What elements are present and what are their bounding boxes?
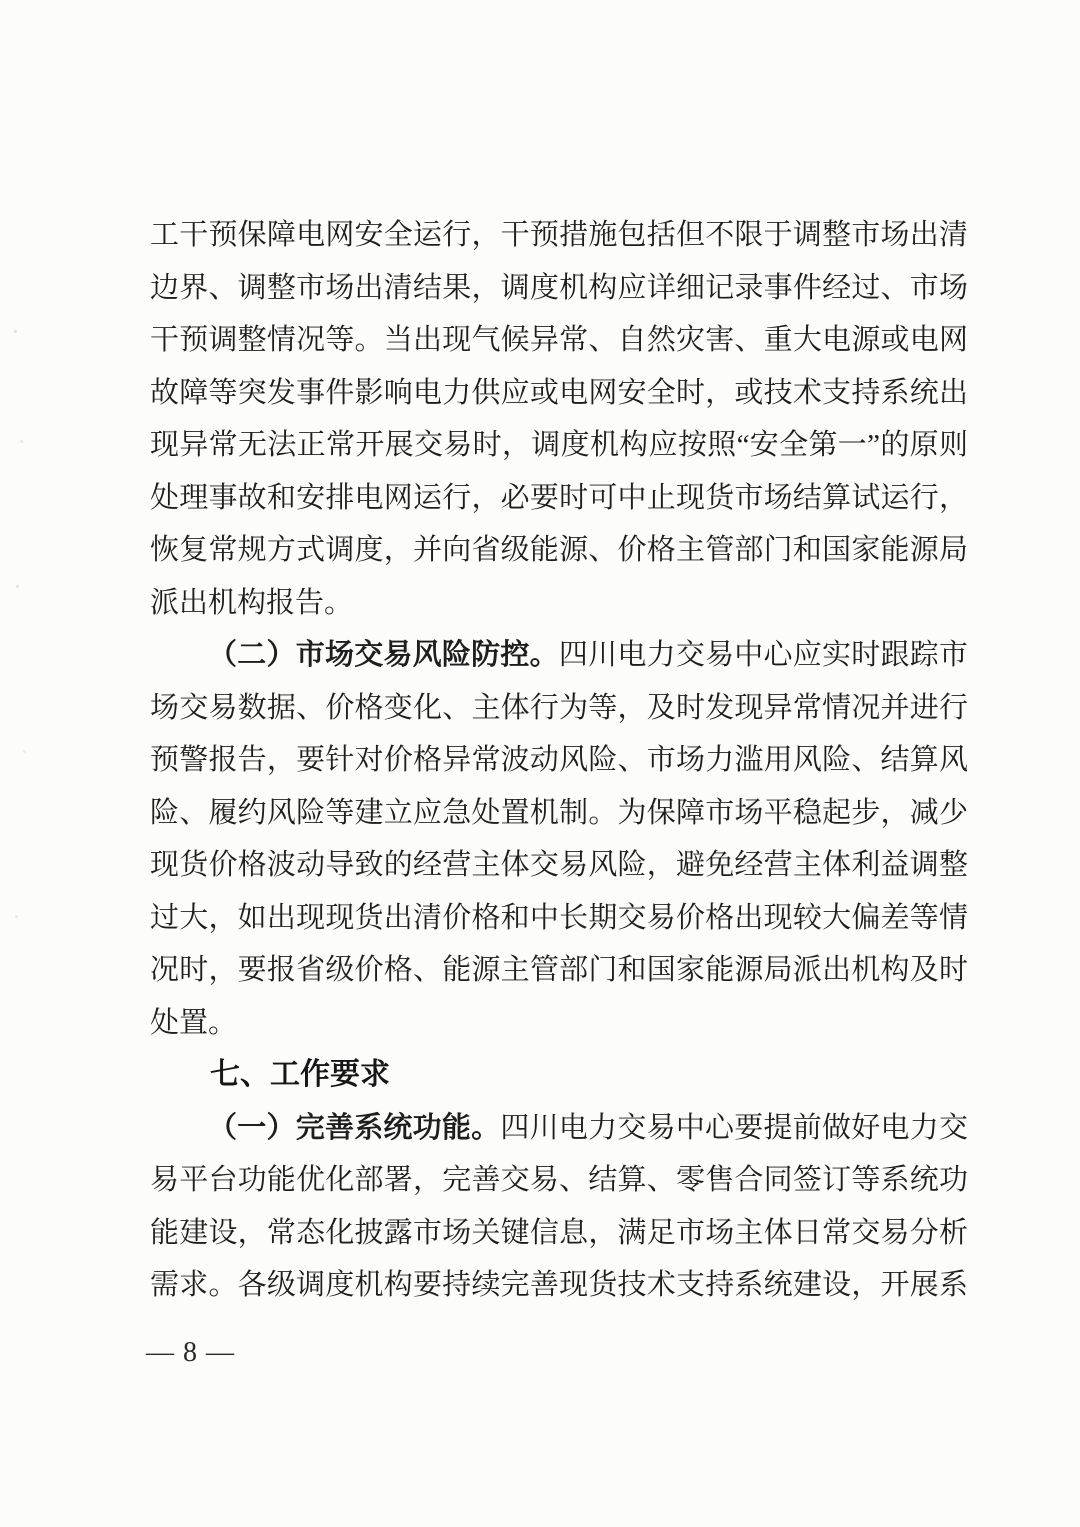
text-line bbox=[150, 892, 968, 945]
text-line bbox=[150, 577, 968, 630]
line-text: 恢复常规方式调度，并向省级能源、价格主管部门和国家能源局 bbox=[150, 534, 968, 566]
line-text: 处理事故和安排电网运行，必要时可中止现货市场结算试运行， bbox=[150, 481, 968, 514]
text-line bbox=[150, 209, 968, 262]
text-line bbox=[150, 1154, 968, 1207]
text-line bbox=[150, 367, 968, 420]
paragraph-lead-line bbox=[150, 629, 968, 682]
heading-text: 七、工作要求 bbox=[210, 1058, 390, 1091]
line-text: 过大，如出现现货出清价格和中长期交易价格出现较大偏差等情 bbox=[150, 901, 968, 934]
line-text: 预警报告，要针对价格异常波动风险、市场力滥用风险、结算风 bbox=[150, 744, 968, 776]
text-line bbox=[150, 314, 968, 367]
line-text: 能建设，常态化披露市场关键信息，满足市场主体日常交易分析 bbox=[150, 1216, 968, 1249]
text-line bbox=[150, 419, 968, 472]
line-text: 四川电力交易中心应实时跟踪市 bbox=[558, 639, 968, 671]
text-line bbox=[150, 524, 968, 577]
text-line bbox=[150, 1259, 968, 1312]
line-text: 易平台功能优化部署，完善交易、结算、零售合同签订等系统功 bbox=[150, 1164, 968, 1196]
line-text: 险、履约风险等建立应急处置机制。为保障市场平稳起步，减少 bbox=[150, 796, 968, 829]
text-line bbox=[150, 682, 968, 735]
text-line bbox=[150, 787, 968, 840]
line-text: 处置。 bbox=[150, 1006, 238, 1039]
text-line bbox=[150, 472, 968, 525]
line-text: 工干预保障电网安全运行，干预措施包括但不限于调整市场出清 bbox=[150, 219, 968, 251]
page-number: — 8 — bbox=[146, 1337, 235, 1368]
text-line bbox=[150, 734, 968, 787]
line-text: 况时，要报省级价格、能源主管部门和国家能源局派出机构及时 bbox=[150, 954, 968, 986]
line-text: 边界、调整市场出清结果，调度机构应详细记录事件经过、市场 bbox=[150, 271, 968, 304]
line-text: 场交易数据、价格变化、主体行为等，及时发现异常情况并进行 bbox=[150, 691, 968, 724]
line-text: 四川电力交易中心要提前做好电力交 bbox=[500, 1111, 968, 1144]
text-line bbox=[150, 1207, 968, 1260]
text-line bbox=[150, 839, 968, 892]
line-text: 需求。各级调度机构要持续完善现货技术支持系统建设，开展系 bbox=[150, 1269, 968, 1301]
body-text bbox=[150, 209, 968, 1312]
text-line bbox=[150, 262, 968, 315]
paragraph-lead-line bbox=[150, 1102, 968, 1155]
line-text: 派出机构报告。 bbox=[150, 586, 354, 619]
bold-lead: （一）完善系统功能。 bbox=[208, 1111, 501, 1144]
section-heading bbox=[150, 1049, 968, 1102]
line-text: 故障等突发事件影响电力供应或电网安全时，或技术支持系统出 bbox=[150, 376, 968, 409]
line-text: 现货价格波动导致的经营主体交易风险，避免经营主体利益调整 bbox=[150, 849, 968, 881]
line-text: 干预调整情况等。当出现气候异常、自然灾害、重大电源或电网 bbox=[150, 324, 968, 356]
text-line bbox=[150, 997, 968, 1050]
line-text: 现异常无法正常开展交易时，调度机构应按照“安全第一”的原则 bbox=[150, 429, 968, 461]
text-line bbox=[150, 944, 968, 997]
bold-lead: （二）市场交易风险防控。 bbox=[208, 639, 559, 671]
